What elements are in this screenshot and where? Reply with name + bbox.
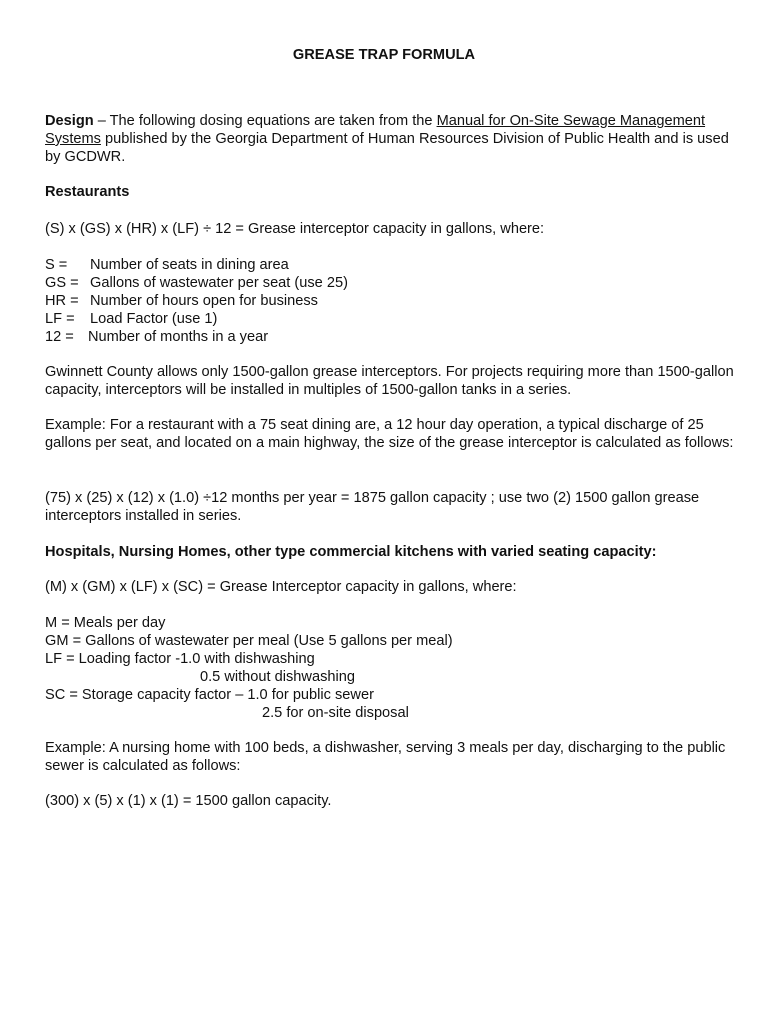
definition-key: S = [45,257,68,273]
restaurant-example: Example: For a restaurant with a 75 seat dining are, a 12 hour day operation, a typical discharge of 25 gallons per seat, and located on a main highway, the size of the grease interceptor is calculated as follows: [45,417,734,451]
definition-value: Number of seats in dining area [90,257,289,273]
definition-lf-alt: 0.5 without dishwashing [200,669,355,685]
definition-m: M = Meals per day [45,615,166,631]
definition-key: HR = [45,293,79,309]
hospital-calculation: (300) x (5) x (1) x (1) = 1500 gallon capacity. [45,793,332,809]
design-paragraph [45,112,735,166]
definition-gm: GM = Gallons of wastewater per meal (Use 5 gallons per meal) [45,633,453,649]
definition-12 [45,328,735,346]
definition-key: LF = [45,311,75,327]
design-text-1: – The following dosing equations are taken from the [93,113,437,129]
definition-value: Number of hours open for business [90,293,318,309]
design-text-2: published by the Georgia Department of Human Resources Division of Public Health and is used by GCDWR. [45,131,729,165]
design-label: Design [45,113,94,129]
restaurant-calculation: (75) x (25) x (12) x (1.0) ÷12 months per year = 1875 gallon capacity ; use two (2) 1500 gallon grease interceptors installed in series. [45,490,700,524]
policy-paragraph: Gwinnett County allows only 1500-gallon grease interceptors. For projects requiring more than 1500-gallon capacity, interceptors will be installed in multiples of 1500-gallon tanks in a series. [45,364,734,398]
definition-gs [45,274,735,292]
restaurants-formula: (S) x (GS) x (HR) x (LF) ÷ 12 = Grease interceptor capacity in gallons, where: [45,221,545,237]
hospitals-heading: Hospitals, Nursing Homes, other type commercial kitchens with varied seating capacity: [45,544,657,560]
definition-lf [45,310,735,328]
definition-value: Number of months in a year [88,329,269,345]
definition-key: 12 = [45,329,74,345]
hospitals-formula: (M) x (GM) x (LF) x (SC) = Grease Interceptor capacity in gallons, where: [45,579,517,595]
document-title: GREASE TRAP FORMULA [292,47,476,63]
definition-value: Load Factor (use 1) [90,311,218,327]
definition-lf-hospital: LF = Loading factor -1.0 with dishwashing [45,651,315,667]
definition-value: Gallons of wastewater per seat (use 25) [90,275,348,291]
definition-hr [45,292,735,310]
manual-title: Manual for On-Site Sewage Management Systems [45,113,706,147]
definition-sc: SC = Storage capacity factor – 1.0 for public sewer [45,687,374,703]
definition-sc-alt: 2.5 for on-site disposal [262,705,409,721]
restaurants-heading: Restaurants [45,184,130,200]
hospital-example: Example: A nursing home with 100 beds, a dishwasher, serving 3 meals per day, discharging to the public sewer is calculated as follows: [45,740,726,774]
definition-key: GS = [45,275,79,291]
definition-s [45,256,735,274]
